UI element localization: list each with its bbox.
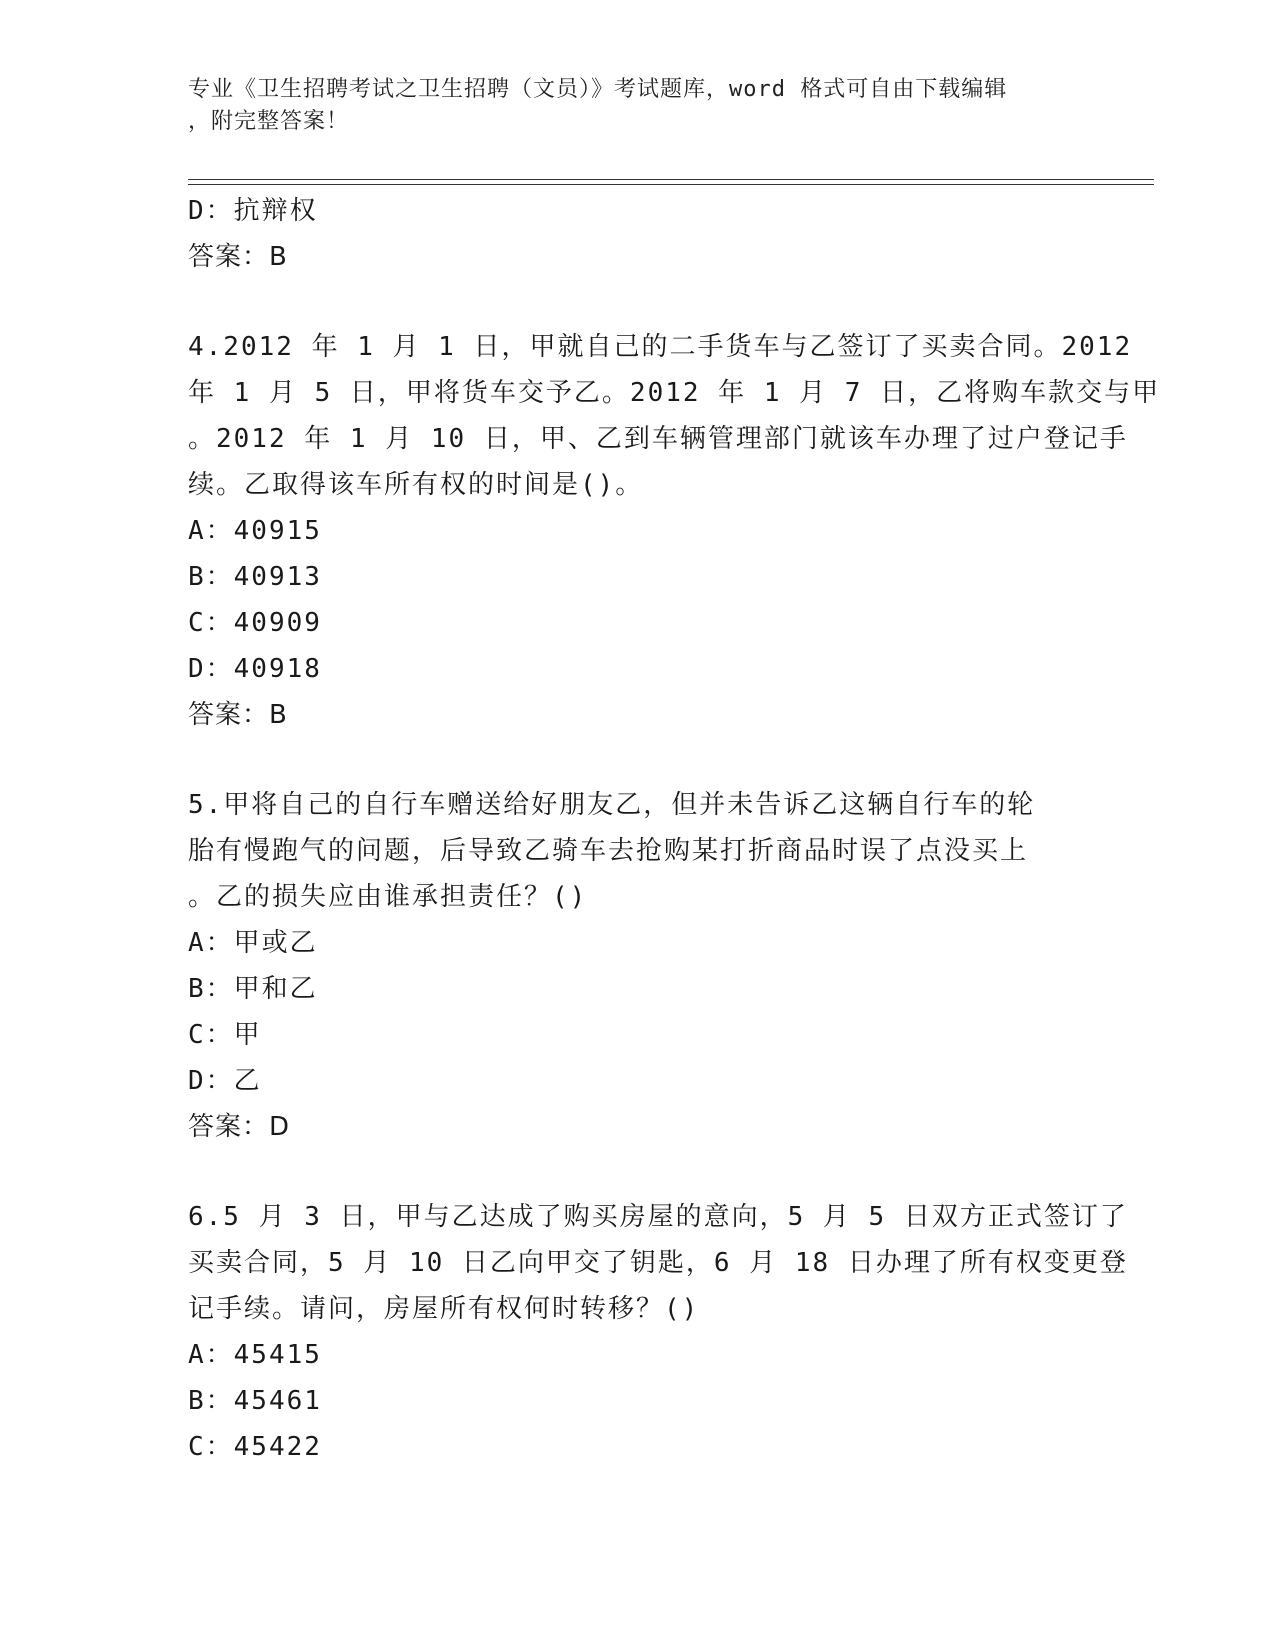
question-6 [188,1194,1128,1470]
option-a: A：甲或乙 [188,928,318,958]
question-stem-line: 续。乙取得该车所有权的时间是()。 [188,470,644,500]
question-stem-line: 。2012 年 1 月 10 日，甲、乙到车辆管理部门就该车办理了过户登记手 [188,424,1128,454]
spacer [188,738,1088,782]
question-stem-line: 5.甲将自己的自行车赠送给好朋友乙，但并未告诉乙这辆自行车的轮 [188,790,1036,820]
question-3-tail [188,188,1088,280]
header-title-line1: 专业《卫生招聘考试之卫生招聘（文员）》考试题库，word 格式可自由下载编辑 [188,77,1008,102]
option-b: B：甲和乙 [188,974,318,1004]
option-c: C：甲 [188,1020,262,1050]
option-b: B：40913 [188,562,322,592]
page-header [188,74,1088,138]
answer-line: 答案：B [188,700,288,730]
question-4 [188,324,1161,738]
header-divider-bottom [188,184,1154,185]
option-a: A：45415 [188,1340,322,1370]
spacer [188,280,1088,324]
question-stem-line: 6.5 月 3 日，甲与乙达成了购买房屋的意向，5 月 5 日双方正式签订了 [188,1202,1128,1232]
option-d: D：乙 [188,1066,262,1096]
header-divider-top [188,179,1154,180]
question-stem-line: 胎有慢跑气的问题，后导致乙骑车去抢购某打折商品时误了点没买上 [188,836,1029,866]
option-a: A：40915 [188,516,322,546]
question-stem-line: 记手续。请问，房屋所有权何时转移？() [188,1294,700,1324]
question-stem-line: 买卖合同，5 月 10 日乙向甲交了钥匙，6 月 18 日办理了所有权变更登 [188,1248,1128,1278]
question-content [188,188,1161,1470]
answer-line: 答案：D [188,1112,291,1142]
option-b: B：45461 [188,1386,322,1416]
option-d: D：40918 [188,654,322,684]
option-d: D：抗辩权 [188,196,318,226]
answer-line: 答案：B [188,242,288,272]
spacer [188,1150,1088,1194]
question-5 [188,782,1088,1150]
question-stem-line: 年 1 月 5 日，甲将货车交予乙。2012 年 1 月 7 日，乙将购车款交与甲 [188,378,1161,408]
question-stem-line: 。乙的损失应由谁承担责任？() [188,882,588,912]
option-c: C：40909 [188,608,322,638]
question-stem-line: 4.2012 年 1 月 1 日，甲就自己的二手货车与乙签订了买卖合同。2012 [188,332,1133,362]
option-c: C：45422 [188,1432,322,1462]
header-title-line2: ，附完整答案！ [188,109,350,134]
